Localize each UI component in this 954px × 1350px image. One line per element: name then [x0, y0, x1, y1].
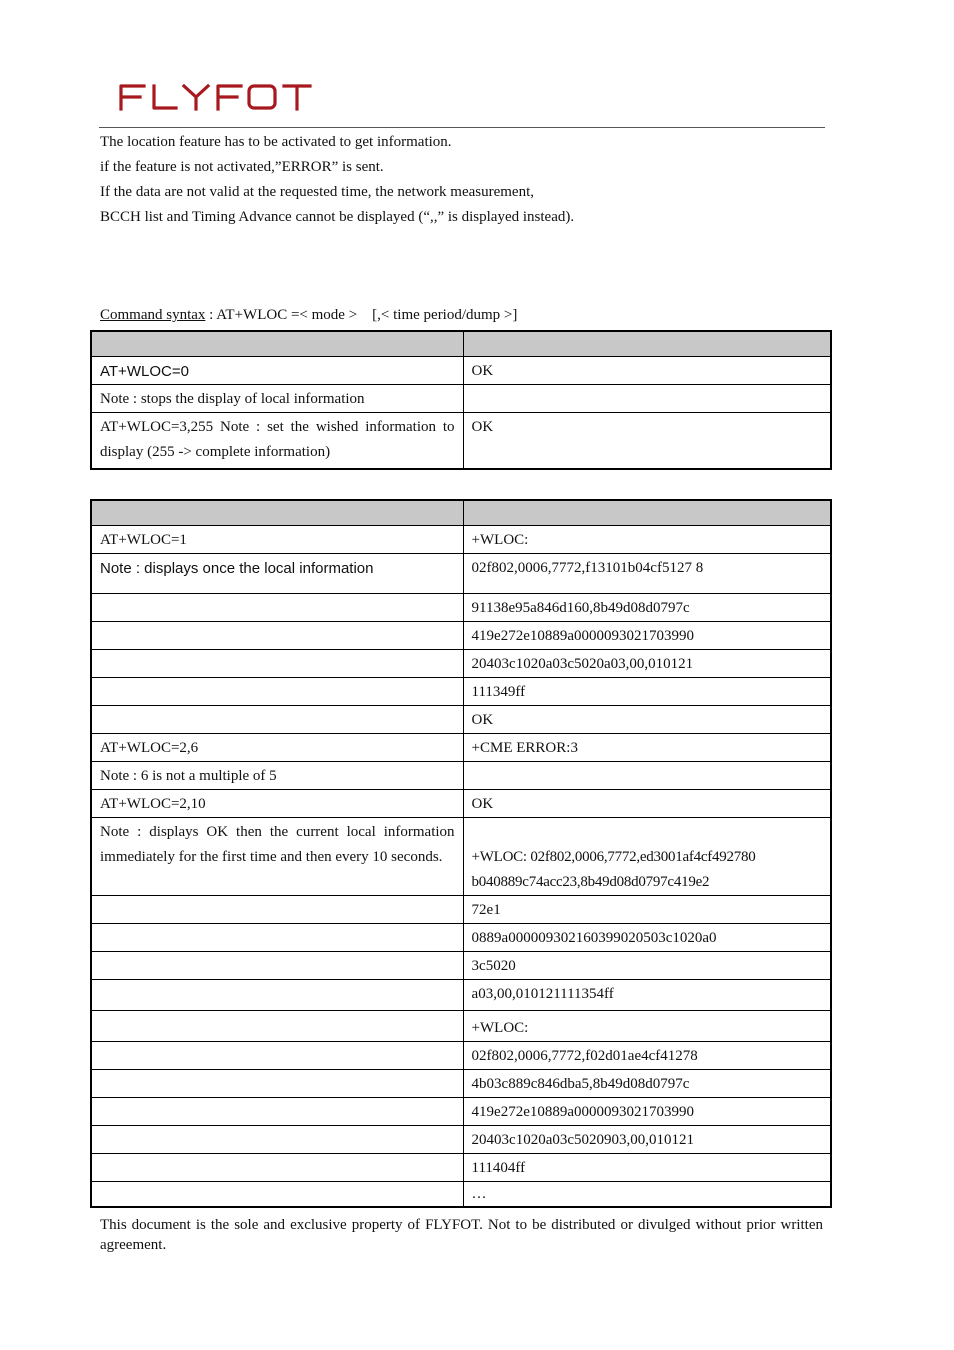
command-cell: [91, 1098, 463, 1126]
table-row: [91, 554, 831, 594]
command-cell: Note : displays once the local information: [91, 554, 463, 594]
intro-text: [100, 130, 574, 230]
table-row: [91, 526, 831, 554]
response-cell: 20403c1020a03c5020903,00,010121: [463, 1126, 831, 1154]
intro-line: If the data are not valid at the requested time, the network measurement,: [100, 184, 534, 200]
table-row: [91, 622, 831, 650]
table-row: [91, 1042, 831, 1070]
command-cell: Note : displays OK then the current local information immediately for the first time and then every 10 seconds.: [91, 818, 463, 896]
command-cell: [91, 924, 463, 952]
command-cell: Note : stops the display of local information: [91, 385, 463, 413]
table-row: [91, 924, 831, 952]
command-cell: [91, 678, 463, 706]
table-row: [91, 952, 831, 980]
table-row: [91, 818, 831, 896]
intro-line: The location feature has to be activated to get information.: [100, 134, 452, 150]
table-row: [91, 1182, 831, 1207]
command-cell: [91, 1154, 463, 1182]
command-cell: [91, 1042, 463, 1070]
response-cell: 111349ff: [463, 678, 831, 706]
table-row: [91, 1098, 831, 1126]
command-cell: AT+WLOC=2,10: [91, 790, 463, 818]
response-cell: +CME ERROR:3: [463, 734, 831, 762]
table-row: [91, 385, 831, 413]
command-cell: AT+WLOC=3,255 Note : set the wished information to display (255 -> complete information): [91, 413, 463, 469]
command-syntax: [100, 307, 517, 324]
response-cell: 02f802,0006,7772,f13101b04cf5127 8: [463, 554, 831, 594]
table-row: [91, 734, 831, 762]
response-cell: 3c5020: [463, 952, 831, 980]
header-cell-response: [463, 500, 831, 526]
response-cell: 20403c1020a03c5020a03,00,010121: [463, 650, 831, 678]
table-row: [91, 896, 831, 924]
response-cell: 419e272e10889a0000093021703990: [463, 622, 831, 650]
command-cell: [91, 650, 463, 678]
response-cell: OK: [463, 790, 831, 818]
response-cell: a03,00,010121111354ff: [463, 980, 831, 1011]
table-row: [91, 357, 831, 385]
table-row: [91, 1126, 831, 1154]
response-cell: +WLOC:: [463, 1011, 831, 1042]
response-cell: OK: [463, 357, 831, 385]
command-cell: [91, 980, 463, 1011]
footer-disclaimer: This document is the sole and exclusive property of FLYFOT. Not to be distributed or divulged without prior written agreement.: [100, 1217, 823, 1253]
table-row: [91, 762, 831, 790]
intro-line: if the feature is not activated,”ERROR” is sent.: [100, 159, 384, 175]
command-cell: [91, 1070, 463, 1098]
response-cell: 0889a000009302160399020503c1020a0: [463, 924, 831, 952]
table-row: [91, 1154, 831, 1182]
response-cell: 02f802,0006,7772,f02d01ae4cf41278: [463, 1042, 831, 1070]
table-header-row: [91, 331, 831, 357]
command-cell: [91, 1182, 463, 1207]
table-row: [91, 678, 831, 706]
table-row: [91, 413, 831, 469]
command-syntax-text: : AT+WLOC =< mode > [,< time period/dump >]: [205, 307, 518, 323]
command-cell: [91, 706, 463, 734]
table-row: [91, 594, 831, 622]
command-cell: [91, 952, 463, 980]
command-cell: [91, 1126, 463, 1154]
command-cell: AT+WLOC=2,6: [91, 734, 463, 762]
command-cell: AT+WLOC=1: [91, 526, 463, 554]
response-cell: +WLOC: 02f802,0006,7772,ed3001af4cf492780 b040889c74acc23,8b49d08d0797c419e2: [463, 818, 831, 896]
table-row: [91, 980, 831, 1011]
intro-line: BCCH list and Timing Advance cannot be displayed (“,,” is displayed instead).: [100, 209, 575, 225]
table-row: [91, 650, 831, 678]
command-cell: AT+WLOC=0: [91, 357, 463, 385]
command-cell: [91, 1011, 463, 1042]
header-cell-command: [91, 331, 463, 357]
response-cell: 91138e95a846d160,8b49d08d0797c: [463, 594, 831, 622]
response-cell: OK: [463, 413, 831, 469]
response-cell: [463, 385, 831, 413]
command-cell: [91, 622, 463, 650]
command-cell: [91, 594, 463, 622]
command-syntax-label: Command syntax: [100, 307, 206, 323]
response-cell: OK: [463, 706, 831, 734]
response-cell: [463, 762, 831, 790]
header-cell-command: [91, 500, 463, 526]
command-cell: [91, 896, 463, 924]
table-row: [91, 706, 831, 734]
table-header-row: [91, 500, 831, 526]
header-rule: [99, 127, 825, 128]
command-cell: Note : 6 is not a multiple of 5: [91, 762, 463, 790]
response-cell: …: [463, 1182, 831, 1207]
response-cell: 111404ff: [463, 1154, 831, 1182]
response-cell: 419e272e10889a0000093021703990: [463, 1098, 831, 1126]
table-row: [91, 1011, 831, 1042]
flyfot-logo: [118, 82, 313, 112]
response-cell: 4b03c889c846dba5,8b49d08d0797c: [463, 1070, 831, 1098]
table-wloc-basic: [90, 330, 832, 470]
response-cell: 72e1: [463, 896, 831, 924]
table-row: [91, 790, 831, 818]
table-wloc-examples: [90, 499, 832, 1208]
response-cell: +WLOC:: [463, 526, 831, 554]
table-row: [91, 1070, 831, 1098]
header-cell-response: [463, 331, 831, 357]
